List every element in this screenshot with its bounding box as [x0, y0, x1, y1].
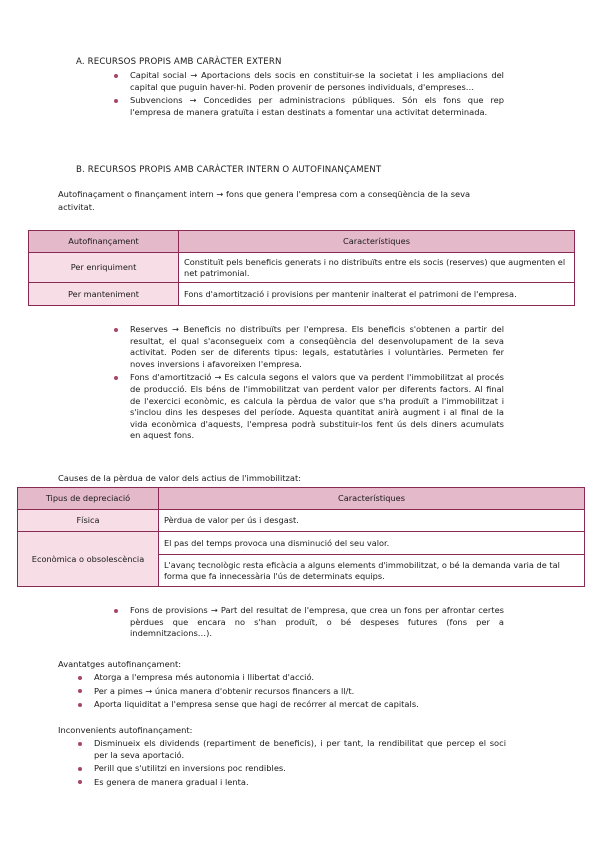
- list-item: Subvencions → Concedides per administracions públiques. Són els fons que rep l'empresa de manera gratuïta i estan destinats a fomentar una activitat determinada.: [130, 95, 504, 117]
- row-label: Per manteniment: [29, 283, 179, 306]
- table-row: [29, 253, 575, 283]
- depreciacio-table: [17, 487, 585, 587]
- table-header-row: [18, 488, 585, 510]
- table-row: [18, 510, 585, 532]
- list-item: Per a pimes → única manera d'obtenir recursos financers a ll/t.: [94, 686, 514, 698]
- autofinancament-table: [28, 230, 575, 306]
- row-label: Econòmica o obsolescència: [18, 532, 159, 587]
- provisions-list: [130, 605, 504, 642]
- section-a-title: A. RECURSOS PROPIS AMB CARÀCTER EXTERN: [76, 57, 282, 67]
- table-row: [29, 283, 575, 306]
- section-a-list: [130, 70, 504, 120]
- list-item: Atorga a l'empresa més autonomia i llibertat d'acció.: [94, 672, 514, 684]
- table-header-cell: Característiques: [159, 488, 585, 510]
- list-item: Perill que s'utilitzi en inversions poc rendibles.: [94, 763, 506, 775]
- list-item: Fons d'amortització → Es calcula segons el valors que va perdent l'immobilitzat al procés de producció. Els béns de l'immobilitzat van perdent valor per diferents factors. Al final de l'exercici econòmic, es calcula la pèrdua de valor que s'ha produït a l'immobilitzat i s'inclou dins les despeses del període. Aquesta quantitat anirà augment i al final de la vida econòmica d'aquests, l'empresa podrà substituir-los fent ús dels diners acumulats en aquest fons.: [130, 372, 504, 441]
- list-item: Es genera de manera gradual i lenta.: [94, 777, 506, 789]
- list-item: Disminueix els dividends (repartiment de beneficis), i per tant, la rendibilitat que percep el soci per la seva aportació.: [94, 738, 506, 760]
- list-item: Fons de provisions → Part del resultat de l'empresa, que crea un fons per afrontar certes pèrdues que encara no s'han produït, o bé despeses futures (fons per a indemnitzacions…).: [130, 605, 504, 639]
- table-header-cell: Tipus de depreciació: [18, 488, 159, 510]
- advantages-list: [94, 672, 514, 713]
- list-item: Capital social → Aportacions dels socis en constituir-se la societat i les ampliacions del capital que puguin haver-hi. Poden provenir de persones individuals, d'empreses…: [130, 70, 504, 92]
- table-header-cell: Característiques: [179, 231, 575, 253]
- causes-title: Causes de la pèrdua de valor dels actius de l'immobilitzat:: [58, 473, 301, 483]
- row-text: El pas del temps provoca una disminució del seu valor.: [159, 532, 585, 555]
- table-header-row: [29, 231, 575, 253]
- row-text: L'avanç tecnològic resta eficàcia a alguns elements d'immobilitzat, o bé la demanda varia de tal forma que fa innecessària l'ús de determinats equips.: [159, 555, 585, 587]
- table-row: [18, 532, 585, 555]
- section-b-title: B. RECURSOS PROPIS AMB CARÀCTER INTERN O AUTOFINANÇAMENT: [76, 165, 382, 175]
- row-label: Física: [18, 510, 159, 532]
- row-text: Pèrdua de valor per ús i desgast.: [159, 510, 585, 532]
- row-label: Per enriquiment: [29, 253, 179, 283]
- row-text: Fons d'amortització i provisions per mantenir inalterat el patrimoni de l'empresa.: [179, 283, 575, 306]
- row-text: Constituït pels beneficis generats i no distribuïts entre els socis (reserves) que augmenten el net patrimonial.: [179, 253, 575, 283]
- list-item: Aporta liquiditat a l'empresa sense que hagi de recórrer al mercat de capitals.: [94, 699, 514, 711]
- disadvantages-list: [94, 738, 506, 790]
- table-header-cell: Autofinançament: [29, 231, 179, 253]
- intro-paragraph: Autofinaçament o finançament intern → fons que genera l'empresa com a conseqüència de la seva activitat.: [58, 189, 471, 212]
- disadvantages-title: Inconvenients autofinançament:: [58, 725, 193, 735]
- advantages-title: Avantatges autofinançament:: [58, 659, 182, 669]
- list-item: Reserves → Beneficis no distribuïts per l'empresa. Els beneficis s'obtenen a partir del resultat, el qual s'aconsegueix com a conseqüència del desenvolupament de la seva activitat. Poden ser de diferents tipus: legals, estatutàries i voluntàries. Permeten fer noves inversions i afavoreixen l'empresa.: [130, 324, 504, 369]
- reserves-list: [130, 324, 504, 444]
